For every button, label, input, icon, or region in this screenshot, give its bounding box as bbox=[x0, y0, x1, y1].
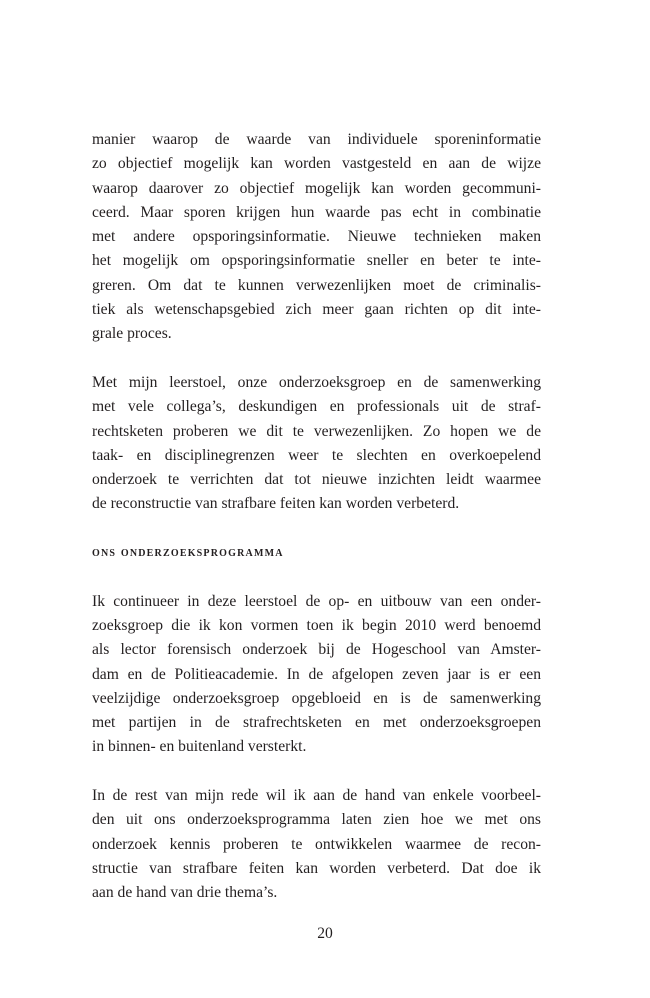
text-line: de reconstructie van strafbare feiten kan worden verbeterd. bbox=[92, 495, 460, 513]
paragraph-spacer bbox=[92, 347, 541, 371]
text-line: onderzoek kennis proberen te ontwikkelen waarmee de recon- bbox=[92, 835, 541, 853]
text-line: Ik continueer in deze leerstoel de op- en uitbouw van een onder- bbox=[92, 592, 541, 610]
text-line: met partijen in de strafrechtsketen en met onderzoeksgroepen bbox=[92, 714, 541, 732]
text-line: als lector forensisch onderzoek bij de Hogeschool van Amster- bbox=[92, 641, 541, 659]
text-line: manier waarop de waarde van individuele sporeninformatie bbox=[92, 131, 541, 148]
text-line: structie van strafbare feiten kan worden verbeterd. Dat doe ik bbox=[92, 859, 541, 877]
text-line: met andere opsporingsinformatie. Nieuwe technieken maken bbox=[92, 228, 541, 246]
text-line: dam en de Politieacademie. In de afgelopen zeven jaar is er een bbox=[92, 665, 541, 683]
text-line: zoeksgroep die ik kon vormen toen ik begin 2010 werd benoemd bbox=[92, 616, 541, 634]
page-number: 20 bbox=[317, 925, 333, 942]
paragraph bbox=[92, 128, 541, 347]
text-line: rechtsketen proberen we dit te verwezenlijken. Zo hopen we de bbox=[92, 422, 541, 440]
text-line: veelzijdige onderzoeksgroep opgebloeid en is de samenwerking bbox=[92, 689, 541, 707]
text-line: den uit ons onderzoeksprogramma laten zien hoe we met ons bbox=[92, 811, 541, 829]
section-heading: ons onderzoeksprogramma bbox=[92, 545, 284, 561]
paragraph bbox=[92, 371, 541, 517]
paragraph-spacer bbox=[92, 760, 541, 784]
text-line: taak- en disciplinegrenzen weer te slechten en overkoepelend bbox=[92, 446, 541, 464]
text-line: onderzoek te verrichten dat tot nieuwe inzichten leidt waarmee bbox=[92, 471, 541, 489]
paragraph bbox=[92, 590, 541, 760]
paragraph-spacer bbox=[92, 565, 541, 589]
text-line: grale proces. bbox=[92, 325, 172, 343]
page-body bbox=[92, 128, 541, 906]
paragraph-spacer bbox=[92, 517, 541, 541]
text-line: het mogelijk om opsporingsinformatie sneller en beter te inte- bbox=[92, 252, 541, 270]
text-line: in binnen- en buitenland versterkt. bbox=[92, 738, 307, 756]
text-line: zo objectief mogelijk kan worden vastgesteld en aan de wijze bbox=[92, 155, 541, 173]
paragraph bbox=[92, 784, 541, 905]
text-line: ceerd. Maar sporen krijgen hun waarde pas echt in combinatie bbox=[92, 203, 541, 221]
text-line: tiek als wetenschapsgebied zich meer gaan richten op dit inte- bbox=[92, 301, 541, 319]
text-line: waarop daarover zo objectief mogelijk kan worden gecommuni- bbox=[92, 179, 541, 197]
text-line: In de rest van mijn rede wil ik aan de hand van enkele voorbeel- bbox=[92, 787, 541, 805]
text-line: aan de hand van drie thema’s. bbox=[92, 884, 278, 902]
text-line: greren. Om dat te kunnen verwezenlijken moet de criminalis- bbox=[92, 276, 541, 294]
text-line: met vele collega’s, deskundigen en professionals uit de straf- bbox=[92, 398, 541, 416]
text-line: Met mijn leerstoel, onze onderzoeksgroep en de samenwerking bbox=[92, 373, 541, 391]
